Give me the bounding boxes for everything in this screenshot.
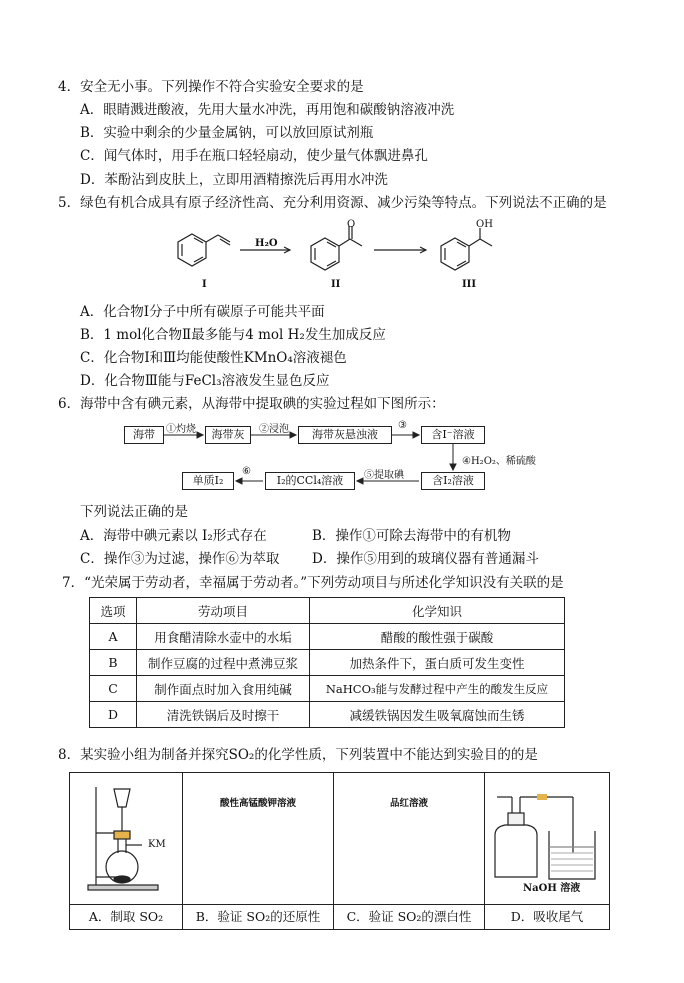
- q5-stem: 5．绿色有机合成具有原子经济性高、充分利用资源、减少污染等特点。下列说法不正确的是: [58, 195, 607, 211]
- flow-box-ccl4-solution: I₂的CCl₄溶液: [265, 472, 355, 490]
- q5-label-i: I: [202, 279, 207, 290]
- q7-stem: 7．“光荣属于劳动者，幸福属于劳动者。”下列劳动项目与所述化学知识没有关联的是: [62, 575, 564, 591]
- flow-step-6: ⑥: [242, 466, 251, 477]
- flow-step-5: ⑤提取碘: [364, 470, 404, 481]
- q6-option-a: A．海带中碘元素以 I₂形式存在: [80, 528, 267, 544]
- table-cell: 清洗铁锅后及时擦干: [137, 702, 310, 728]
- flow-box-iodide-solution: 含I⁻溶液: [421, 426, 485, 444]
- flow-step-1: ①灼烧: [166, 424, 196, 435]
- caption-c: C．验证 SO₂的漂白性: [334, 905, 485, 930]
- q4-option-a: A．眼睛溅进酸液，先用大量水冲洗，再用饱和碳酸钠溶液冲洗: [80, 102, 455, 118]
- q4-option-c: C．闻气体时，用手在瓶口轻轻扇动，使少量气体飘进鼻孔: [80, 148, 428, 164]
- apparatus-a-km-label: KM: [148, 839, 166, 850]
- table-cell: B: [90, 650, 137, 676]
- q5-reagent: H₂O: [255, 238, 278, 249]
- table-header-row: [90, 598, 565, 624]
- table-cell: C: [90, 676, 137, 702]
- q8-stem: 8．某实验小组为制备并探究SO₂的化学性质，下列装置中不能达到实验目的的是: [58, 747, 538, 763]
- q8-apparatus-table: [69, 772, 610, 930]
- table-row: [90, 624, 565, 650]
- q4-stem: 4．安全无小事。下列操作不符合实验安全要求的是: [58, 79, 364, 95]
- table-cell: 加热条件下，蛋白质可发生变性: [310, 650, 565, 676]
- q5-label-ii: II: [331, 279, 341, 290]
- q6-option-c: C．操作③为过滤，操作⑥为萃取: [80, 551, 280, 567]
- table-header: 化学知识: [310, 598, 565, 624]
- q5-ketone-oxygen: O: [347, 219, 356, 230]
- flow-step-2: ②浸泡: [259, 424, 289, 435]
- caption-d: D．吸收尾气: [485, 905, 610, 930]
- flow-box-haidai: 海带: [124, 426, 164, 444]
- table-cell: D: [90, 702, 137, 728]
- q5-option-d: D．化合物Ⅲ能与FeCl₃溶液发生显色反应: [80, 373, 330, 389]
- q6-stem: 6．海带中含有碘元素，从海带中提取碘的实验过程如下图所示：: [58, 396, 445, 412]
- apparatus-c-solution: 品红溶液: [389, 798, 428, 809]
- table-row: [90, 676, 565, 702]
- table-cell: 制作面点时加入食用纯碱: [137, 676, 310, 702]
- flow-step-3: ③: [398, 420, 407, 431]
- table-row: [90, 650, 565, 676]
- q5-option-c: C．化合物Ⅰ和Ⅲ均能使酸性KMnO₄溶液褪色: [80, 350, 347, 366]
- q5-label-iii: III: [462, 279, 477, 290]
- apparatus-b: [183, 773, 334, 905]
- q6-option-b: B．操作①可除去海带中的有机物: [312, 528, 511, 544]
- table-row: [90, 702, 565, 728]
- table-cell: 减缓铁锅因发生吸氧腐蚀而生锈: [310, 702, 565, 728]
- flow-box-iodine-solution: 含I₂溶液: [421, 472, 485, 490]
- table-cell: 用食醋清除水壶中的水垢: [137, 624, 310, 650]
- q6-sub-stem: 下列说法正确的是: [80, 504, 188, 520]
- caption-row: [70, 905, 610, 930]
- q5-hydroxyl: OH: [476, 219, 493, 230]
- q5-option-a: A．化合物Ⅰ分子中所有碳原子可能共平面: [80, 304, 325, 320]
- apparatus-b-solution: 酸性高锰酸钾溶液: [219, 798, 296, 809]
- caption-b: B．验证 SO₂的还原性: [183, 905, 334, 930]
- table-cell: 制作豆腐的过程中煮沸豆浆: [137, 650, 310, 676]
- flow-box-iodine: 单质I₂: [182, 472, 234, 490]
- apparatus-row: [70, 773, 610, 905]
- apparatus-a: [70, 773, 183, 905]
- apparatus-c: [334, 773, 485, 905]
- q6-option-d: D．操作⑤用到的玻璃仪器有普通漏斗: [312, 551, 539, 567]
- apparatus-d: [485, 773, 610, 905]
- flow-box-suspension: 海带灰悬浊液: [298, 426, 392, 444]
- q4-option-d: D．苯酚沾到皮肤上，立即用酒精擦洗后再用水冲洗: [80, 172, 388, 188]
- caption-a: A．制取 SO₂: [70, 905, 183, 930]
- flow-step-4: ④H₂O₂、稀硫酸: [462, 456, 536, 467]
- table-header: 劳动项目: [137, 598, 310, 624]
- q7-table: [89, 597, 565, 728]
- table-cell: 醋酸的酸性强于碳酸: [310, 624, 565, 650]
- flow-box-haidai-ash: 海带灰: [205, 426, 251, 444]
- flask-apparatus-icon: [70, 773, 182, 901]
- q5-option-b: B．1 mol化合物Ⅱ最多能与4 mol H₂发生加成反应: [80, 327, 386, 343]
- q4-option-b: B．实验中剩余的少量金属钠，可以放回原试剂瓶: [80, 125, 374, 141]
- table-cell: A: [90, 624, 137, 650]
- table-cell: NaHCO₃能与发酵过程中产生的酸发生反应: [310, 676, 565, 702]
- apparatus-d-naoh-label: NaOH 溶液: [523, 883, 581, 894]
- table-header: 选项: [90, 598, 137, 624]
